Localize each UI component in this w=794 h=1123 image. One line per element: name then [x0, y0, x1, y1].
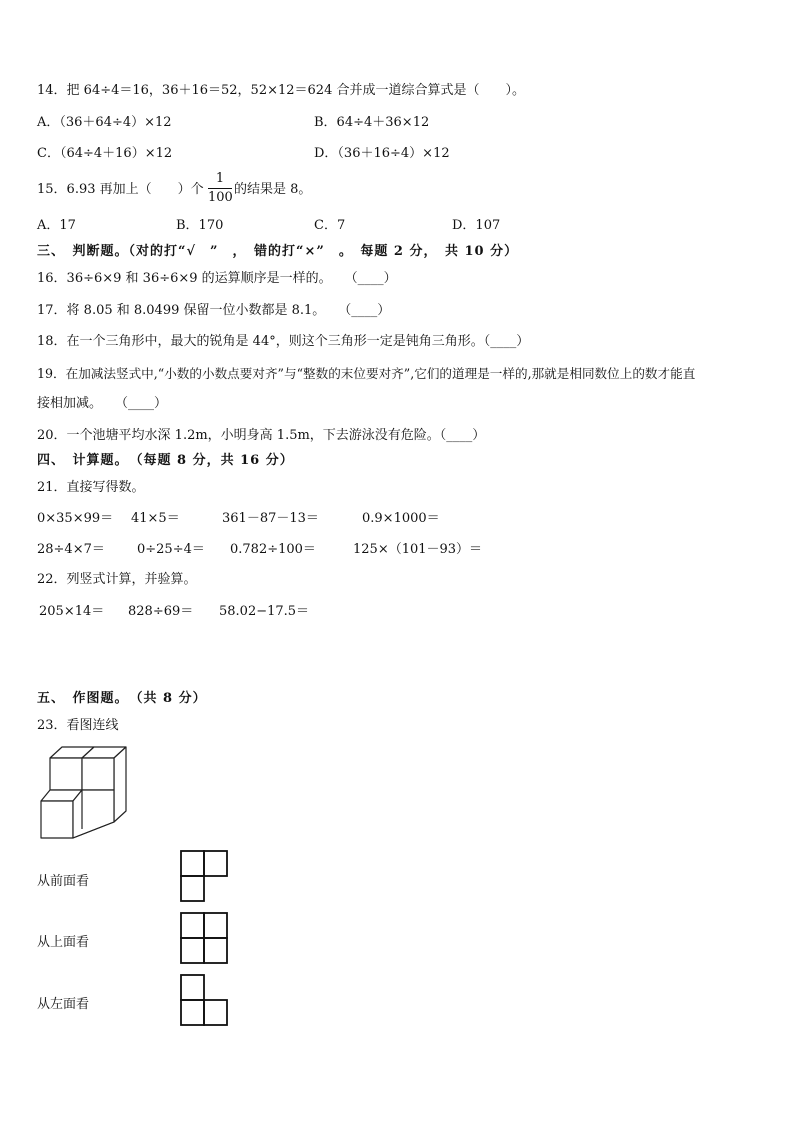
q21-item: 0×35×99＝	[37, 511, 114, 526]
view-label-left: 从左面看	[37, 997, 90, 1012]
cube-stack-figure	[38, 744, 138, 844]
q21-item: 0.782÷100＝	[230, 542, 316, 557]
q19-line1: 19．在加减法竖式中,“小数的小数点要对齐”与“整数的末位要对齐”,它们的道理是一样的,那就是相同数位上的数才能直	[37, 366, 696, 381]
q15-option-b: B．170	[176, 218, 224, 233]
q18: 18．在一个三角形中，最大的锐角是 44°，则这个三角形一定是钝角三角形。（____）	[37, 334, 530, 349]
q16: 16．36÷6×9 和 36÷6×9 的运算顺序是一样的。 （____）	[37, 271, 397, 286]
q15-fraction	[208, 171, 232, 206]
q14-option-b: B．64÷4＋36×12	[314, 115, 430, 130]
q22-title: 22．列竖式计算，并验算。	[37, 572, 197, 587]
q14-stem: 14．把 64÷4＝16，36＋16＝52，52×12＝624 合并成一道综合算式是（ ）。	[37, 83, 525, 98]
q21-item: 361－87－13＝	[222, 511, 319, 526]
view-grid-1	[180, 850, 230, 906]
q15-option-c: C．7	[314, 218, 346, 233]
view-grid-2	[180, 912, 230, 968]
q15-stem-b: 的结果是 8。	[234, 182, 312, 197]
q21-item: 28÷4×7＝	[37, 542, 105, 557]
q22-item: 828÷69＝	[128, 604, 194, 619]
section-4-heading: 四、 计算题。 （每题 8 分，共 16 分）	[37, 453, 294, 468]
q15-fraction-numerator: 1	[215, 171, 225, 186]
q14-option-d: D．（36＋16÷4）×12	[314, 146, 450, 161]
q22-item: 58.02−17.5＝	[219, 604, 310, 619]
q14-option-c: C．（64÷4＋16）×12	[37, 146, 173, 161]
view-label-top: 从上面看	[37, 935, 90, 950]
q23-title: 23．看图连线	[37, 718, 119, 733]
q21-title: 21．直接写得数。	[37, 480, 145, 495]
cube-side-face	[114, 747, 126, 822]
q15-fraction-bar	[208, 188, 232, 189]
view-grid-3	[180, 974, 230, 1030]
q15-option-d: D．107	[452, 218, 501, 233]
cube-front-face	[73, 790, 114, 838]
view-label-front: 从前面看	[37, 874, 90, 889]
q21-item: 0÷25÷4＝	[137, 542, 205, 557]
section-3-heading: 三、 判断题。（对的打“√ ” ， 错的打“×” 。 每题 2 分， 共 10 分）	[37, 244, 519, 259]
q15-option-a: A．17	[37, 218, 76, 233]
q15-stem-a: 15．6.93 再加上（ ）个	[37, 182, 204, 197]
cube-front-face	[41, 801, 73, 838]
cube-front-face	[82, 758, 114, 790]
q21-item: 41×5＝	[131, 511, 180, 526]
q21-item: 125×（101－93）＝	[353, 542, 483, 557]
section-5-heading: 五、 作图题。 （共 8 分）	[37, 691, 207, 706]
q15-fraction-denominator: 100	[208, 190, 233, 205]
q21-item: 0.9×1000＝	[362, 511, 440, 526]
cube-front-face	[50, 758, 82, 790]
q22-item: 205×14＝	[39, 604, 105, 619]
q17: 17．将 8.05 和 8.0499 保留一位小数都是 8.1。 （____）	[37, 303, 391, 318]
q14-option-a: A．（36＋64÷4）×12	[37, 115, 172, 130]
q20: 20．一个池塘平均水深 1.2m，小明身高 1.5m，下去游泳没有危险。（____）	[37, 428, 486, 443]
q19-line2: 接相加减。 （____）	[37, 396, 168, 411]
